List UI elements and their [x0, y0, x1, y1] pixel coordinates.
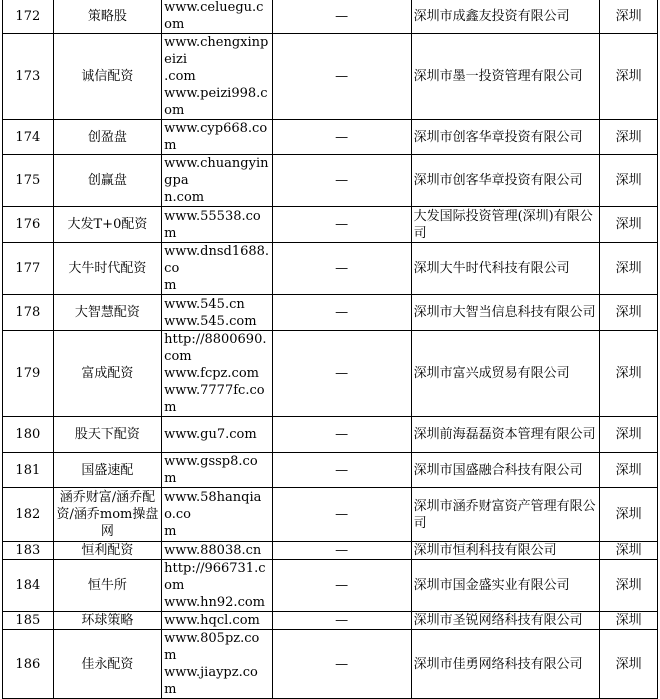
empty-dash: —	[272, 120, 411, 155]
website-url: www.hqcl.com	[164, 613, 260, 628]
website-cell	[162, 207, 273, 243]
row-number: 172	[3, 0, 54, 34]
website-url: www.dnsd1688.co	[164, 244, 270, 276]
table-row	[3, 488, 658, 542]
table-row	[3, 155, 658, 207]
empty-dash: —	[272, 417, 411, 453]
table-row	[3, 612, 658, 630]
city: 深圳	[600, 542, 658, 560]
company-name: 深圳市富兴成贸易有限公司	[411, 331, 600, 417]
website-cell	[162, 560, 273, 612]
table-row	[3, 560, 658, 612]
website-cell	[162, 155, 273, 207]
platform-name: 涵乔财富/涵乔配资/涵乔mom操盘网	[53, 488, 161, 542]
table-row	[3, 0, 658, 34]
company-name: 深圳市创客华章投资有限公司	[411, 155, 600, 207]
platform-table	[2, 0, 658, 699]
company-name: 深圳市佳勇网络科技有限公司	[411, 630, 600, 699]
row-number: 183	[3, 542, 54, 560]
website-url: www.58hanqiao.co	[164, 490, 262, 522]
table-row	[3, 331, 658, 417]
table-row	[3, 34, 658, 120]
empty-dash: —	[272, 453, 411, 488]
website-cell	[162, 120, 273, 155]
website-url: www.fcpz.com	[164, 366, 259, 381]
row-number: 173	[3, 34, 54, 120]
website-url: www.chengxinpeizi	[164, 35, 269, 67]
company-name: 大发国际投资管理(深圳)有限公司	[411, 207, 600, 243]
website-cell	[162, 331, 273, 417]
website-url: www.cyp668.com	[164, 121, 268, 153]
website-cell	[162, 417, 273, 453]
row-number: 179	[3, 331, 54, 417]
empty-dash: —	[272, 34, 411, 120]
platform-name: 诚信配资	[53, 34, 161, 120]
city: 深圳	[600, 488, 658, 542]
website-url: www.jiaypz.com	[164, 665, 258, 697]
city: 深圳	[600, 120, 658, 155]
table-row	[3, 417, 658, 453]
website-url: m	[164, 278, 177, 293]
website-url: .com	[164, 69, 196, 84]
row-number: 185	[3, 612, 54, 630]
empty-dash: —	[272, 207, 411, 243]
website-cell	[162, 453, 273, 488]
row-number: 177	[3, 243, 54, 295]
city: 深圳	[600, 34, 658, 120]
platform-name: 创赢盘	[53, 155, 161, 207]
website-cell	[162, 34, 273, 120]
platform-name: 策略股	[53, 0, 161, 34]
website-cell	[162, 243, 273, 295]
website-cell	[162, 295, 273, 331]
company-name: 深圳大牛时代科技有限公司	[411, 243, 600, 295]
city: 深圳	[600, 560, 658, 612]
table-row	[3, 453, 658, 488]
company-name: 深圳市创客华章投资有限公司	[411, 120, 600, 155]
city: 深圳	[600, 155, 658, 207]
empty-dash: —	[272, 0, 411, 34]
website-cell	[162, 488, 273, 542]
website-url: www.gssp8.com	[164, 454, 258, 486]
empty-dash: —	[272, 155, 411, 207]
city: 深圳	[600, 0, 658, 34]
website-url: www.55538.com	[164, 208, 261, 241]
platform-name: 创盈盘	[53, 120, 161, 155]
company-name: 深圳前海磊磊资本管理有限公司	[411, 417, 600, 453]
platform-name: 大牛时代配资	[53, 243, 161, 295]
table-row	[3, 120, 658, 155]
row-number: 186	[3, 630, 54, 699]
city: 深圳	[600, 243, 658, 295]
website-url: http://8800690.com	[164, 332, 267, 364]
platform-name: 大发T+0配资	[53, 207, 161, 243]
company-name: 深圳市国盛融合科技有限公司	[411, 453, 600, 488]
platform-name: 股天下配资	[53, 417, 161, 453]
empty-dash: —	[272, 295, 411, 331]
row-number: 178	[3, 295, 54, 331]
city: 深圳	[600, 295, 658, 331]
table-row	[3, 542, 658, 560]
platform-name: 大智慧配资	[53, 295, 161, 331]
website-url: http://966731.com	[164, 561, 266, 593]
city: 深圳	[600, 331, 658, 417]
empty-dash: —	[272, 560, 411, 612]
company-name: 深圳市涵乔财富资产管理有限公司	[411, 488, 600, 542]
website-cell	[162, 612, 273, 630]
website-url: www.celuegu.com	[164, 0, 264, 32]
empty-dash: —	[272, 488, 411, 542]
row-number: 176	[3, 207, 54, 243]
website-url: www.545.com	[164, 313, 257, 329]
row-number: 175	[3, 155, 54, 207]
website-cell	[162, 0, 273, 34]
platform-name: 国盛速配	[53, 453, 161, 488]
platform-name: 环球策略	[53, 612, 161, 630]
empty-dash: —	[272, 243, 411, 295]
company-name: 深圳市成鑫友投资有限公司	[411, 0, 600, 34]
website-url: www.805pz.com	[164, 631, 260, 663]
table-body	[3, 0, 658, 699]
table-row	[3, 243, 658, 295]
empty-dash: —	[272, 612, 411, 630]
platform-name: 恒利配资	[53, 542, 161, 560]
table-row	[3, 630, 658, 699]
row-number: 174	[3, 120, 54, 155]
table-row	[3, 295, 658, 331]
city: 深圳	[600, 612, 658, 630]
city: 深圳	[600, 417, 658, 453]
website-url: www.545.cn	[164, 296, 245, 312]
website-cell	[162, 542, 273, 560]
company-name: 深圳市恒利科技有限公司	[411, 542, 600, 560]
website-url: www.7777fc.com	[164, 383, 265, 415]
table-row	[3, 207, 658, 243]
company-name: 深圳市墨一投资管理有限公司	[411, 34, 600, 120]
empty-dash: —	[272, 542, 411, 560]
website-url: www.peizi998.com	[164, 86, 268, 118]
website-url: www.chuangyingpa	[164, 156, 269, 188]
website-cell	[162, 630, 273, 699]
company-name: 深圳市圣锐网络科技有限公司	[411, 612, 600, 630]
empty-dash: —	[272, 331, 411, 417]
row-number: 184	[3, 560, 54, 612]
empty-dash: —	[272, 630, 411, 699]
city: 深圳	[600, 453, 658, 488]
company-name: 深圳市国金盛实业有限公司	[411, 560, 600, 612]
website-url: www.hn92.com	[164, 595, 265, 610]
city: 深圳	[600, 630, 658, 699]
platform-name: 佳永配资	[53, 630, 161, 699]
row-number: 181	[3, 453, 54, 488]
website-url: m	[164, 524, 177, 539]
platform-name: 恒牛所	[53, 560, 161, 612]
company-name: 深圳市大智当信息科技有限公司	[411, 295, 600, 331]
website-url: n.com	[164, 190, 205, 205]
website-url: www.gu7.com	[164, 427, 257, 442]
row-number: 182	[3, 488, 54, 542]
platform-name: 富成配资	[53, 331, 161, 417]
row-number: 180	[3, 417, 54, 453]
city: 深圳	[600, 207, 658, 243]
website-url: www.88038.cn	[164, 543, 262, 558]
